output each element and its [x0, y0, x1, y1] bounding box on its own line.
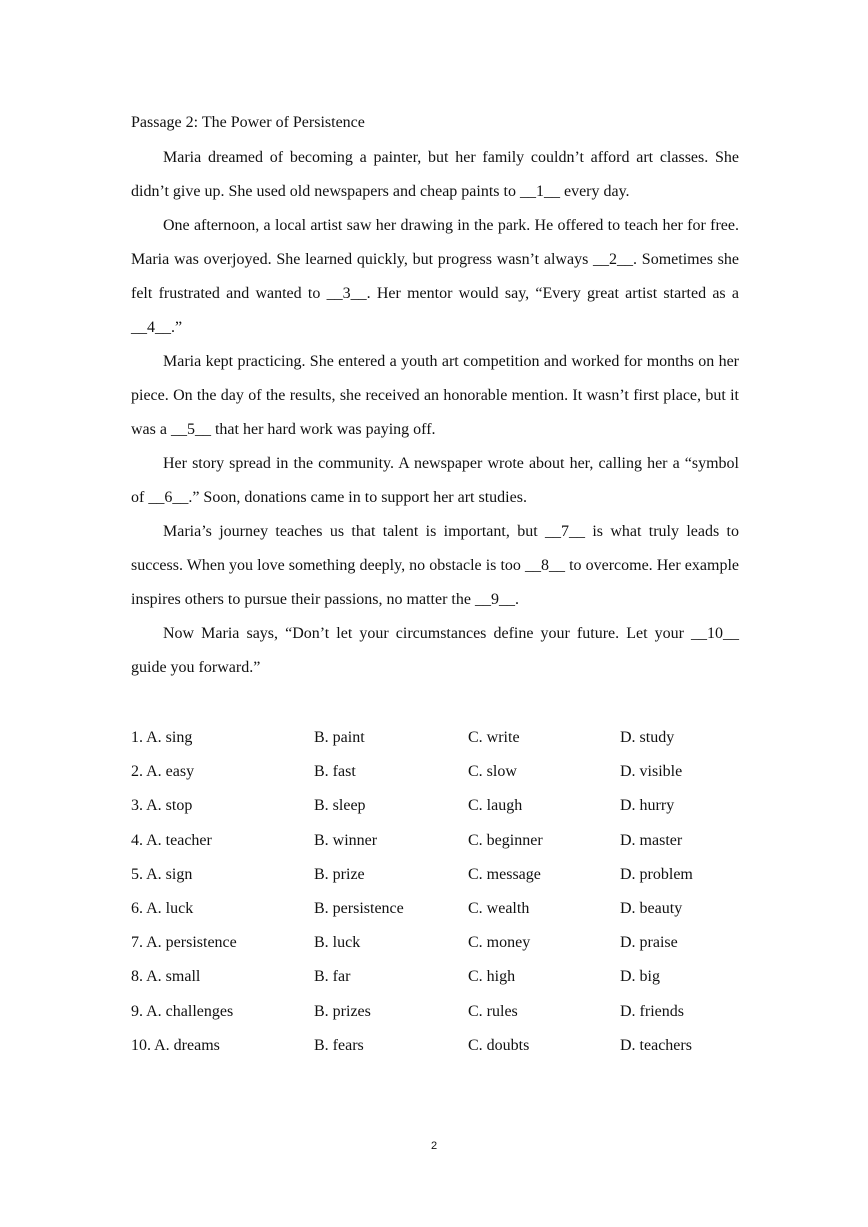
option-a: 5. A. sign: [131, 865, 193, 883]
option-a: 1. A. sing: [131, 729, 193, 746]
paragraph: Her story spread in the community. A newspaper wrote about her, calling her a “symbol of __6__.” Soon, donations came in to support her art studies.: [131, 455, 739, 506]
option-a: 9. A. challenges: [131, 1002, 234, 1020]
answer-options: [131, 721, 751, 1063]
question-10-options: [131, 1029, 751, 1063]
option-a: 10. A. dreams: [131, 1036, 220, 1054]
option-c: C. write: [468, 729, 520, 746]
option-b: B. sleep: [314, 797, 366, 815]
paragraph: Maria’s journey teaches us that talent is important, but __7__ is what truly leads to success. When you love something deeply, no obstacle is too __8__ to overcome. Her example inspires others to pursue their passions, no matter the __9__.: [131, 523, 739, 608]
option-d: D. visible: [620, 763, 683, 781]
option-a: 7. A. persistence: [131, 934, 237, 952]
question-9-options: [131, 995, 751, 1029]
option-c: C. slow: [468, 763, 517, 781]
option-b: B. persistence: [314, 899, 404, 917]
option-a: 8. A. small: [131, 968, 201, 986]
option-c: C. wealth: [468, 899, 530, 917]
question-2-options: [131, 755, 751, 789]
option-b: B. far: [314, 968, 351, 986]
option-a: 2. A. easy: [131, 763, 195, 781]
option-a: 4. A. teacher: [131, 831, 212, 849]
question-7-options: [131, 926, 751, 960]
option-b: B. prize: [314, 865, 365, 883]
option-b: B. luck: [314, 934, 361, 952]
option-c: C. laugh: [468, 797, 523, 815]
page-number: 2: [430, 1140, 438, 1152]
paragraph: One afternoon, a local artist saw her drawing in the park. He offered to teach her for free. Maria was overjoyed. She learned quickly, but progress wasn’t always __2__. Sometimes she felt frustrated and wanted to __3__. Her mentor would say, “Every great artist started as a __4__.”: [131, 217, 739, 336]
option-d: D. praise: [620, 934, 678, 952]
passage-body: [131, 141, 739, 685]
question-5-options: [131, 858, 751, 892]
option-d: D. beauty: [620, 899, 683, 917]
option-c: C. doubts: [468, 1036, 530, 1054]
option-a: 3. A. stop: [131, 797, 193, 815]
option-d: D. teachers: [620, 1036, 692, 1054]
paragraph: Maria kept practicing. She entered a youth art competition and worked for months on her piece. On the day of the results, she received an honorable mention. It wasn’t first place, but it was a __5__ that her hard work was paying off.: [131, 353, 739, 438]
option-c: C. rules: [468, 1002, 518, 1020]
question-6-options: [131, 892, 751, 926]
question-4-options: [131, 824, 751, 858]
option-c: C. beginner: [468, 831, 543, 849]
option-c: C. high: [468, 968, 516, 986]
option-b: B. fast: [314, 763, 356, 781]
option-d: D. study: [620, 729, 675, 746]
question-8-options: [131, 960, 751, 994]
option-a: 6. A. luck: [131, 899, 194, 917]
option-d: D. master: [620, 831, 683, 849]
paragraph: Maria dreamed of becoming a painter, but her family couldn’t afford art classes. She didn’t give up. She used old newspapers and cheap paints to __1__ every day.: [131, 149, 739, 200]
option-b: B. fears: [314, 1036, 364, 1054]
option-d: D. friends: [620, 1002, 684, 1020]
passage-title: Passage 2: The Power of Persistence: [131, 114, 365, 131]
paragraph: Now Maria says, “Don’t let your circumstances define your future. Let your __10__ guide you forward.”: [131, 625, 739, 676]
option-b: B. winner: [314, 831, 378, 849]
question-3-options: [131, 789, 751, 823]
option-b: B. prizes: [314, 1002, 371, 1020]
option-c: C. message: [468, 865, 541, 883]
option-d: D. hurry: [620, 797, 675, 815]
option-d: D. big: [620, 968, 660, 986]
option-c: C. money: [468, 934, 531, 952]
question-1-options: [131, 721, 751, 755]
option-d: D. problem: [620, 865, 693, 883]
option-b: B. paint: [314, 729, 365, 746]
